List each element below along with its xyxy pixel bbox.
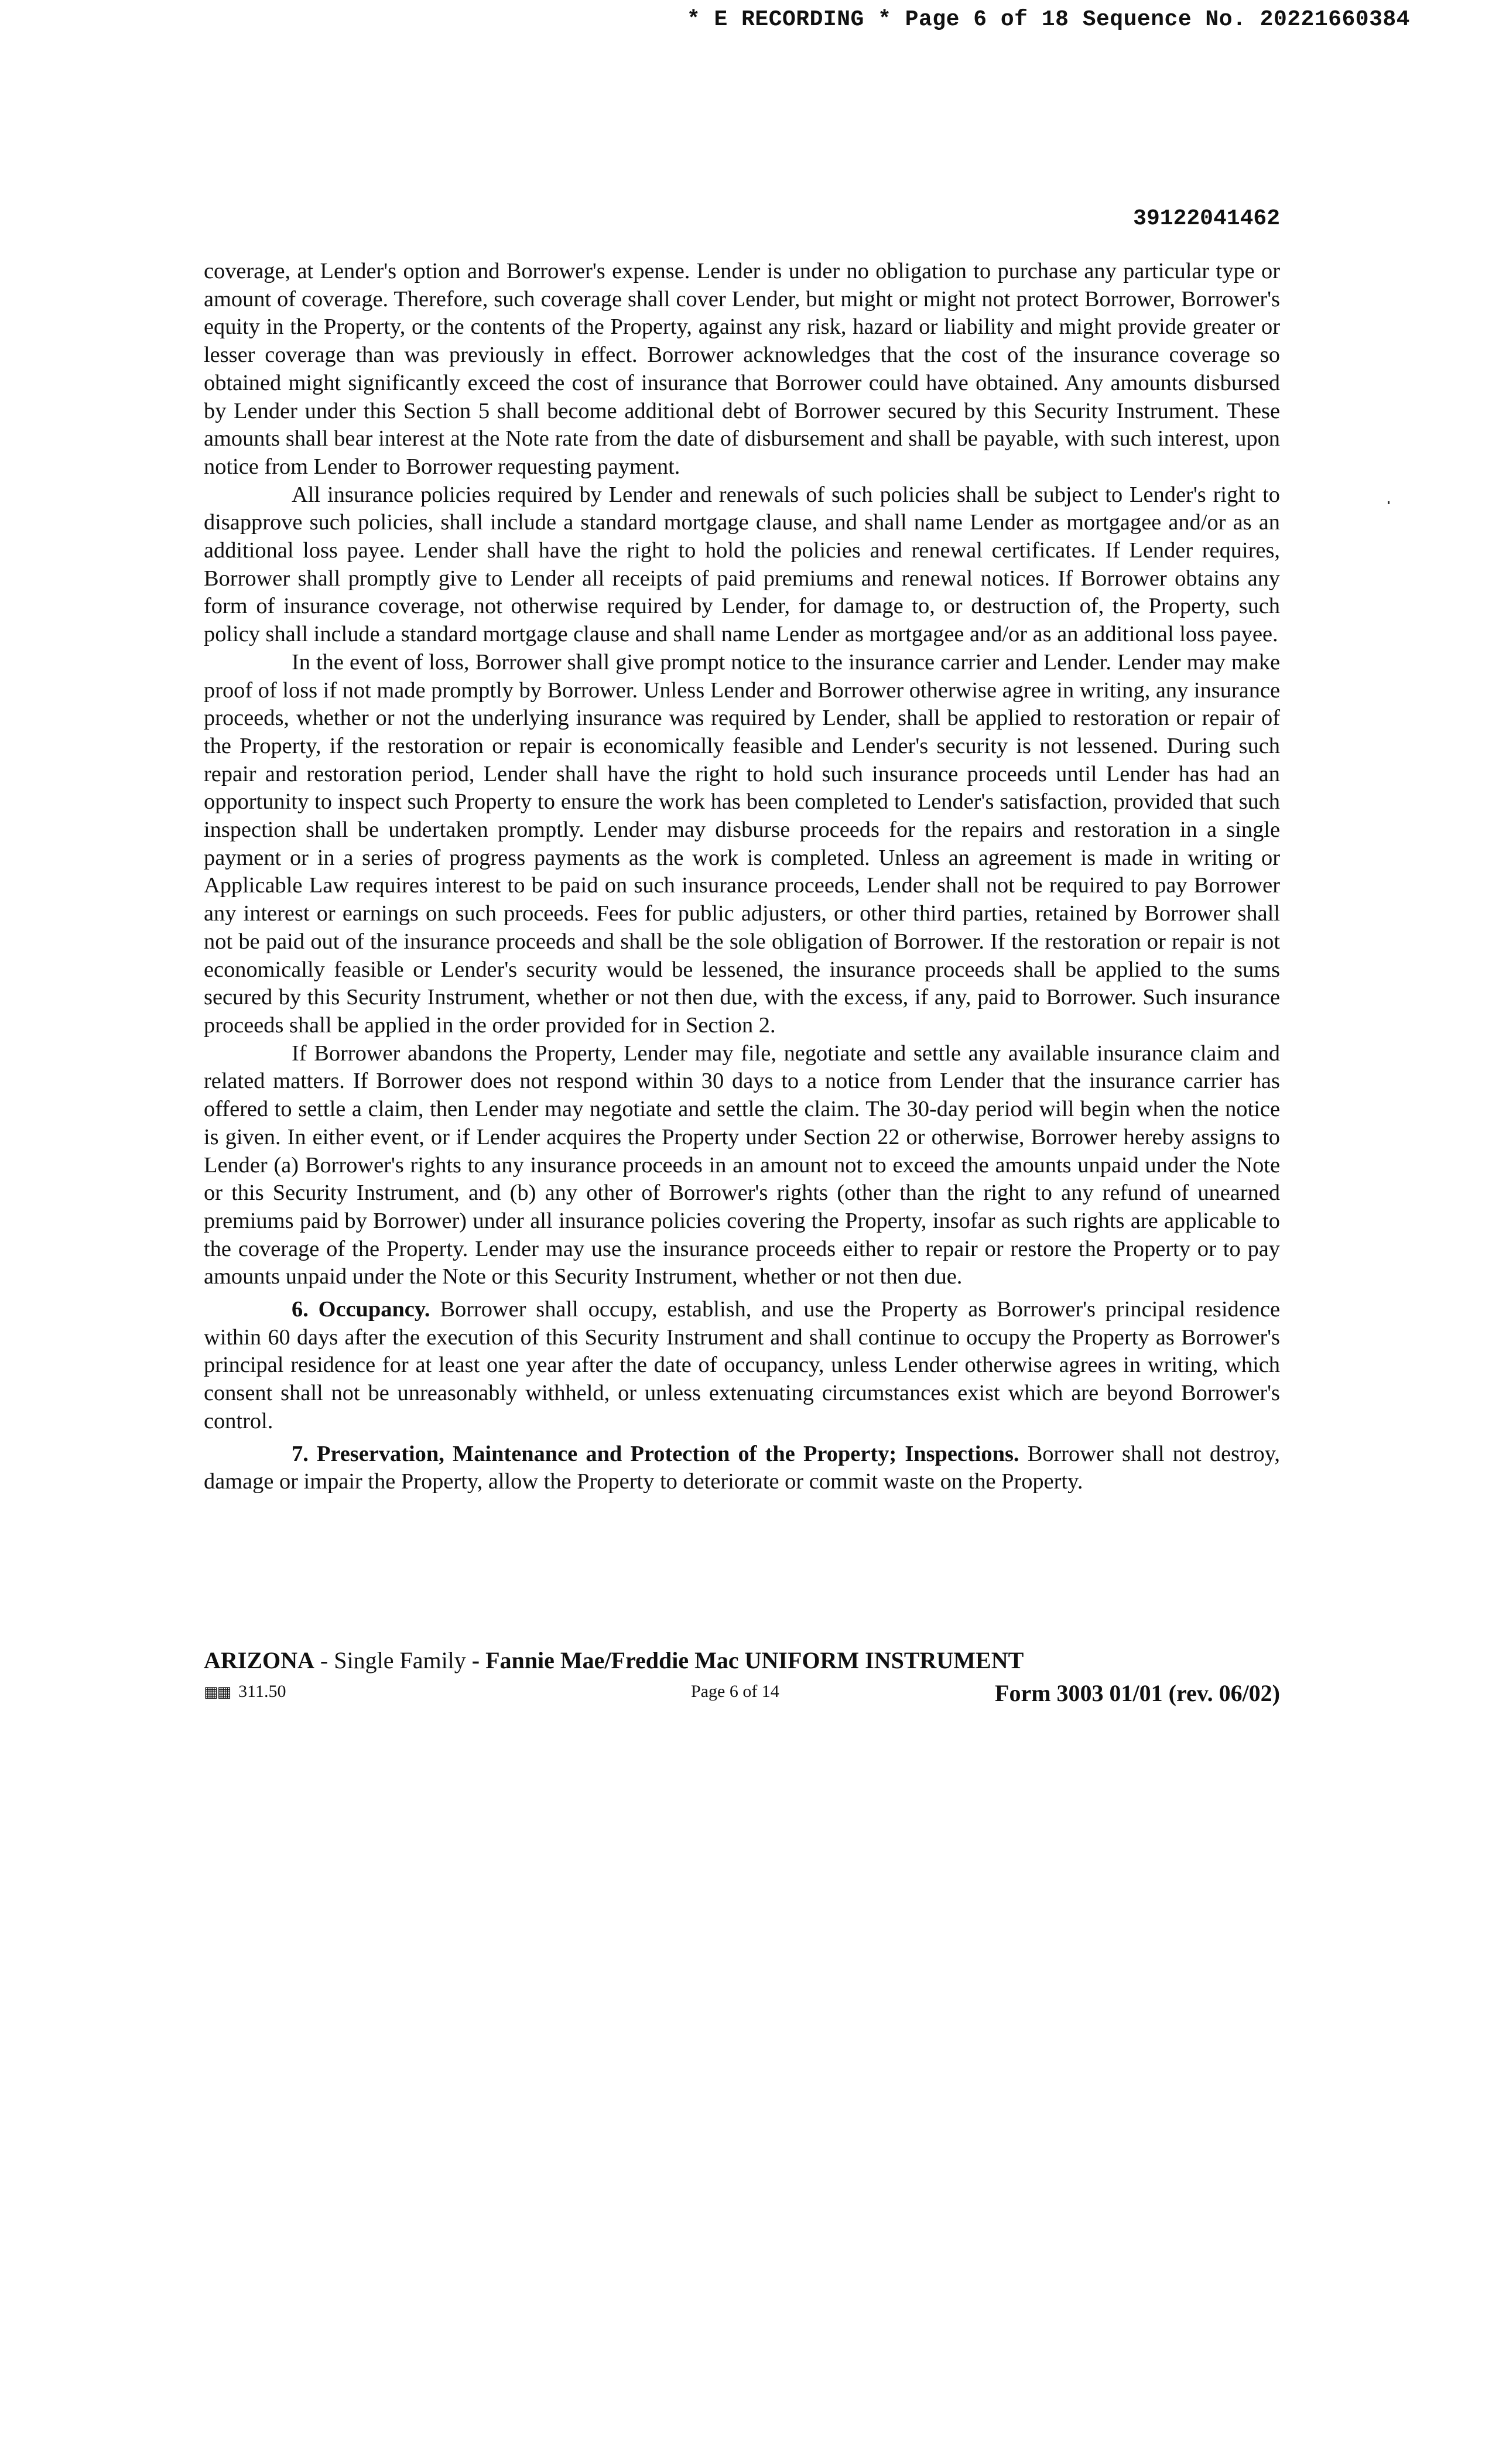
footer-form-code bbox=[204, 1682, 286, 1702]
section-heading-preservation: 7. Preservation, Maintenance and Protection of the Property; Inspections. bbox=[292, 1441, 1019, 1466]
section-heading-occupancy: 6. Occupancy. bbox=[292, 1297, 430, 1322]
paragraph-event-of-loss: In the event of loss, Borrower shall give prompt notice to the insurance carrier and Lender. Lender may make proof of loss if not made promptly by Borrower. Unless Lender and Borrower otherwise agree in writing, any insurance proceeds, whether or not the underlying insurance was required by Lender, shall be applied to restoration or repair of the Property, if the restoration or repair is economically feasible and Lender's security is not lessened. During such repair and restoration period, Lender shall have the right to hold such insurance proceeds until Lender has had an opportunity to inspect such Property to ensure the work has been completed to Lender's satisfaction, provided that such inspection shall be undertaken promptly. Lender may disburse proceeds for the repairs and restoration in a single payment or in a series of progress payments as the work is completed. Unless an agreement is made in writing or Applicable Law requires interest to be paid on such insurance proceeds, Lender shall not be required to pay Borrower any interest or earnings on such proceeds. Fees for public adjusters, or other third parties, retained by Borrower shall not be paid out of the insurance proceeds and shall be the sole obligation of Borrower. If the restoration or repair is not economically feasible or Lender's security would be lessened, the insurance proceeds shall be applied to the sums secured by this Security Instrument, whether or not then due, with the excess, if any, paid to Borrower. Such insurance proceeds shall be applied in the order provided for in Section 2. bbox=[204, 649, 1281, 1038]
stray-mark bbox=[1388, 501, 1390, 504]
paragraph-occupancy bbox=[204, 1296, 1280, 1436]
footer-family-type: - Single Family bbox=[314, 1647, 472, 1674]
footer-state: ARIZONA bbox=[204, 1647, 314, 1674]
occupancy-text: Borrower shall occupy, establish, and use the Property as Borrower's principal residence within 60 days after the execution of this Security Instrument and shall continue to occupy the Property as Borrower's principal residence for at least one year after the date of occupancy, unless Lender otherwise agrees in writing, which consent shall not be unreasonably withheld, or unless extenuating circumstances exist which are beyond Borrower's control. bbox=[204, 1297, 1280, 1433]
recording-header: * E RECORDING * Page 6 of 18 Sequence No. 20221660384 bbox=[686, 7, 1410, 32]
footer-instrument-line bbox=[204, 1647, 1024, 1674]
paragraph-insurance-policies: All insurance policies required by Lender and renewals of such policies shall be subject to Lender's right to disapprove such policies, shall include a standard mortgage clause, and shall name Lender as mortgagee and/or as an additional loss payee. Lender shall have the right to hold the policies and renewal certificates. If Lender requires, Borrower shall promptly give to Lender all receipts of paid premiums and renewal notices. If Borrower obtains any form of insurance coverage, not otherwise required by Lender, for damage to, or destruction of, the Property, such policy shall include a standard mortgage clause and shall name Lender as mortgagee and/or as an additional loss payee. bbox=[204, 482, 1280, 647]
paragraph-abandonment: If Borrower abandons the Property, Lender may file, negotiate and settle any available insurance claim and related matters. If Borrower does not respond within 30 days to a notice from Lender that the insurance carrier has offered to settle a claim, then Lender may negotiate and settle the claim. The 30-day period will begin when the notice is given. In either event, or if Lender acquires the Property under Section 22 or otherwise, Borrower hereby assigns to Lender (a) Borrower's rights to any insurance proceeds in an amount not to exceed the amounts unpaid under the Note or this Security Instrument, and (b) any other of Borrower's rights (other than the right to any refund of unearned premiums paid by Borrower) under all insurance policies covering the Property, insofar as such rights are applicable to the coverage of the Property. Lender may use the insurance proceeds either to repair or restore the Property or to pay amounts unpaid under the Note or this Security Instrument, whether or not then due. bbox=[204, 1041, 1280, 1289]
preservation-text: Borrower shall not destroy, damage or impair the Property, allow the Property to deteriorate or commit waste on the Property. bbox=[204, 1441, 1280, 1494]
footer-form-number: Form 3003 01/01 (rev. 06/02) bbox=[995, 1680, 1280, 1706]
footer-code-value: 311.50 bbox=[238, 1682, 286, 1701]
document-body bbox=[204, 258, 1280, 1496]
loan-number: 39122041462 bbox=[1133, 206, 1280, 231]
barcode-icon: ▦▦ bbox=[204, 1683, 231, 1700]
paragraph-coverage: coverage, at Lender's option and Borrower's expense. Lender is under no obligation to purchase any particular type or amount of coverage. Therefore, such coverage shall cover Lender, but might or might not protect Borrower, Borrower's equity in the Property, or the contents of the Property, against any risk, hazard or liability and might provide greater or lesser coverage than was previously in effect. Borrower acknowledges that the cost of the insurance coverage so obtained might significantly exceed the cost of insurance that Borrower could have obtained. Any amounts disbursed by Lender under this Section 5 shall become additional debt of Borrower secured by this Security Instrument. These amounts shall bear interest at the Note rate from the date of disbursement and shall be payable, with such interest, upon notice from Lender to Borrower requesting payment. bbox=[204, 259, 1280, 479]
footer-page-number: Page 6 of 14 bbox=[691, 1682, 779, 1701]
footer-instrument: - Fannie Mae/Freddie Mac UNIFORM INSTRUMENT bbox=[471, 1647, 1024, 1674]
footer-meta-line bbox=[204, 1679, 1280, 1709]
paragraph-preservation bbox=[204, 1440, 1280, 1496]
